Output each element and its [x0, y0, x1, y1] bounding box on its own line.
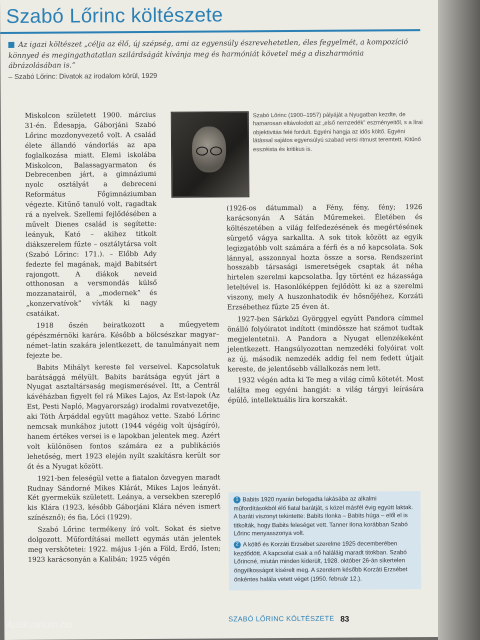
- epigraph: [8, 37, 413, 83]
- note-number: 1: [233, 496, 240, 503]
- note-number: 2: [234, 541, 241, 548]
- epigraph-source: – Szabó Lőrinc: Divatok az irodalom körül, 1929: [8, 72, 158, 81]
- right-column: [226, 203, 423, 408]
- paragraph: Miskolcon született 1900. március 31-én. Édesapja, Gáborjáni Szabó Lőrinc mozdonyvezető volt. A család élete állandó vándorlás az apa foglalkozása miatt. Elemi iskolába Miskolcon, Balassagyarmaton és Debrecenben járt, a gimnáziumi nyolc osztályát a debreceni Református Főgimnáziumban végezte. Kitűnő tanuló volt, ragadtak rá a nyelvek. Szellemi fejlődésében a művelt Dienes család is segítette: leányuk, Kató – akihez titkolt diákszerelem fűzte – osztálytársa volt (Szabó Lőrinc: 171.). – Előbb Ady fedezte fel magának, majd Babitsért rajongott. A diákok neveid otthonosan a versmondás külső mozzanatairól, a „modernek” és „konzervatívok” vívták ki nagy csatáikat.: [24, 110, 158, 318]
- portrait-photo: [171, 111, 250, 198]
- note-text: A költő és Korzáti Erzsébet szerelme 1925 decemberében kezdődött. A kapcsolat csak a nő haláláig maradt titokban. Szabó Lőrincné, miután minden kiderült, 1928. október 26-án sikertelen öngyilkosságot kísérelt meg. A szerelem később Korzáti Erzsébet önkéntes halála vetett véget (1950. február 12.).: [233, 541, 408, 583]
- running-footer: SZABÓ LŐRINC KÖLTÉSZETE: [228, 615, 335, 624]
- footnote: [233, 495, 415, 539]
- footnote: [234, 540, 416, 584]
- photo-caption: Szabó Lőrinc (1900–1957) pályáját a Nyugatban kezdte, de hamarosan eltávolodott az „első nemzedék” eszményeitől, s a lírai objektivitás felé fordult. Egyéni hangja az idős költő. Egyéni látással sajátos egyensúlyú szabad versi ritmust teremtett. Kitűnő esszéista és kritikus is.: [252, 112, 423, 153]
- epigraph-text: Az igazi költészet „célja az élő, új szépség, ami az egyensúly észrevehetetlen, éles fegyelmét, a kompozíció könnyed és megingathatatlan szilárdságát kívánja meg és harmóniát követel még a diszharmónia ábrázolásában is.”: [8, 37, 409, 71]
- note-text: Babits 1920 nyarán befogadta lakásába az alkalmi műfordításokból élő fiatal barátját, s közel másfél évig együtt laktak. A baráti viszonyt tekintette: Babits Ilonka – Babits húga – elől el is titkolták, hogy Babits feleséget vett. Tanner Ilona korábban Szabó Lőrinc menyasszonya volt.: [233, 496, 414, 538]
- paragraph: Szabó Lőrinc termékeny író volt. Sokat és sietve dolgozott. Műfordításai mellett egymás után jelentek meg verskötetei: 1922. május 1-jén a Föld, Erdő, Isten; 1923 karácsonyán a Kalibán; 1925 végén: [27, 524, 221, 564]
- portrait-face: [192, 126, 226, 172]
- paragraph: (1926-os dátummal) a Fény, fény, fény; 1926 karácsonyán A Sátán Műremekei. Életében és költészetében a világ felfedezésének és megértésének sürgető vágya sarkallta. A sok titok között az egyik legizgatóbb volt számára a férfi és a nő kapcsolata. Sok lánnyal, asszonnyal hozta össze a sorsa. Rendszerint hosszabb társasági ismeretségek csaptak át néha hirtelen szerelmi kapcsolatba. Így történt ez házassága leteltével is. Hasonlóképpen fejlődött ki az a szerelmi viszony, mely A huszonhatodik év hősnőjéhez, Korzáti Erzsébethez fűzte 25 éven át.: [226, 203, 424, 312]
- page-edge-shadow: [438, 0, 480, 640]
- paragraph: Babits Mihályt kereste fel verseivel. Kapcsolatuk barátsággá mélyült. Babits barátsága egyút járt a Nyugat asztaltársaság megismerésével. Itt, a Centrál kávéházban figyelt fel rá Mikes Lajos, Az Est-lapok (Az Est, Pesti Napló, Magyarország) irodalmi rovatvezetője, aki Tóth Árpáddal együtt magához vette. Szabó Lőrinc nemcsak munkához jutott (1944 végéig volt újságíró), hanem értékes versei is e lapokban jelentek meg. Azért volt különösen fontos számára ez a publikációs lehetőség, mert 1923 elején nyílt szakításra került sor őt és a Nyugat között.: [26, 362, 221, 471]
- paragraph: 1918 őszén beiratkozott a műegyetem gépészmérnöki karára. Később a bölcsészkar magyar–német–latin szakára jelentkezett, de tanulmányait nem fejezte be.: [26, 320, 220, 360]
- paragraph: 1932 végén adta ki Te meg a világ című kötetét. Most találta meg egyéni hangját: a világ tárgyi leírására épülő, intellektuális líra korszakát.: [227, 375, 424, 405]
- square-bullet-icon: [8, 42, 14, 48]
- watermark: Antikvarium.hu: [6, 620, 73, 631]
- paragraph: 1927-ben Sárközi Györggyel együtt Pandora címmel önálló folyóiratot indított (mindössze hat számot tudtak megjelentetni). A Pandora a Nyugat ellenzékeként jelentkezett. Hangsúlyozottan nemzedéki folyóirat volt az új, második nemzedék addig fel nem fedett útjait kereste, de jelentősebb vállalkozás nem lett.: [227, 314, 424, 373]
- paragraph: 1921-ben feleségül vette a fiatalon özvegyen maradt Rudnay Sándorné Mikes Klárát, Mikes Lajos leányát. Két gyermekük született. Leánya, a versekben szereplő kis Klára (1923, később Gáborjáni Klára néven ismert színésznő); és fia, Lóci (1929).: [27, 473, 221, 523]
- footnote-box: [228, 491, 421, 590]
- title-rule: [0, 29, 420, 34]
- page-number: 83: [340, 614, 350, 624]
- page-title: Szabó Lőrinc költészete: [6, 4, 224, 28]
